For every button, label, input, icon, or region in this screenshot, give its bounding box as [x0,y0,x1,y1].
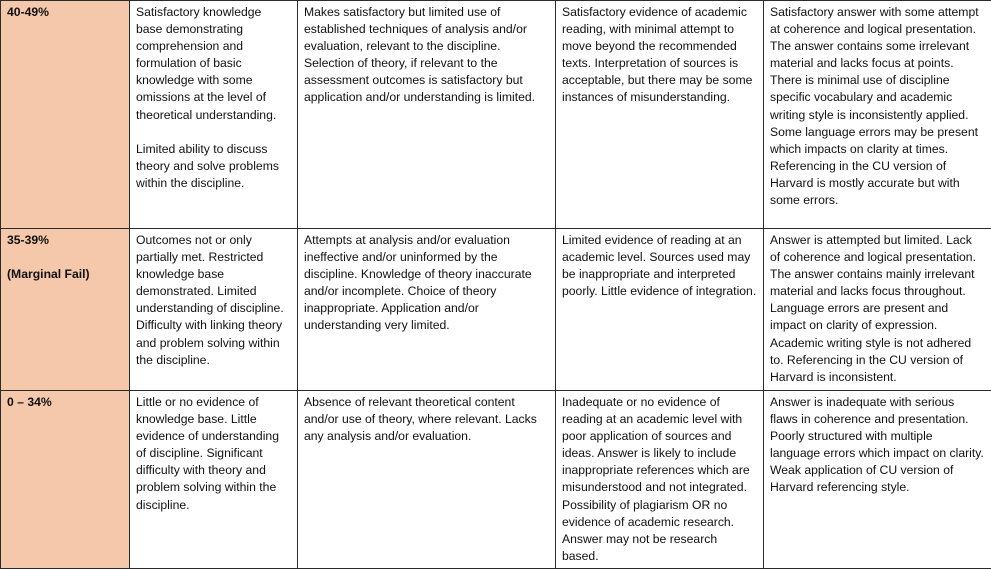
presentation-text: Answer is inadequate with serious flaws in coherence and presentation. Poorly structured with multiple language errors which impact on clarity. Weak application of CU version of Harvard referencing style. [770,395,984,495]
grade-band-cell [1,1,130,229]
analysis-cell [298,391,556,569]
knowledge-cell [130,391,298,569]
presentation-text: Satisfactory answer with some attempt at coherence and logical presentation. The answer contains some irrelevant material and lacks focus at points. There is minimal use of discipline specific vocabulary and academic writing style is inconsistently applied. Some language errors may be present which impacts on clarity at times. Referencing in the CU version of Harvard is mostly accurate but with some errors. [770,5,979,208]
grade-band-label: 0 – 34% [7,395,52,409]
analysis-cell [298,229,556,391]
knowledge-text: Outcomes not or only partially met. Restricted knowledge base demonstrated. Limited understanding of discipline. Difficulty with linking theory and problem solving within the discipline. [136,233,284,367]
presentation-cell [764,229,991,391]
analysis-text: Absence of relevant theoretical content and/or use of theory, where relevant. Lacks any analysis and/or evaluation. [304,395,537,444]
reading-cell [556,1,764,229]
grade-band-cell [1,391,130,569]
grade-band-label: 40-49% [7,5,50,19]
presentation-text: Answer is attempted but limited. Lack of coherence and logical presentation. The answer contains mainly irrelevant material and lacks focus throughout. Language errors are present and impact on clarity of expression. Academic writing style is not adhered to. Referencing in the CU version of Harvard is inconsistent. [770,233,976,384]
presentation-cell [764,1,991,229]
reading-text: Satisfactory evidence of academic reading, with minimal attempt to move beyond the recommended texts. Interpretation of sources is acceptable, but there may be some instances of misunderstanding. [562,5,753,105]
grade-band-label: 35-39% [7,233,50,247]
knowledge-text: Little or no evidence of knowledge base. Little evidence of understanding of discipline. Significant difficulty with theory and problem solving within the discipline. [136,395,279,512]
analysis-cell [298,1,556,229]
analysis-text: Attempts at analysis and/or evaluation ineffective and/or uninformed by the discipline. Knowledge of theory inaccurate and/or incomplete. Choice of theory inappropriate. Application and/or understanding very limited. [304,233,532,333]
table-row [1,391,991,569]
table-row [1,229,991,391]
knowledge-cell [130,229,298,391]
reading-text: Limited evidence of reading at an academic level. Sources used may be inappropriate and interpreted poorly. Little evidence of integration. [562,233,757,299]
reading-cell [556,229,764,391]
presentation-cell [764,391,991,569]
reading-cell [556,391,764,569]
table-row [1,1,991,229]
grade-band-note: (Marginal Fail) [7,267,90,282]
grade-band-cell [1,229,130,391]
knowledge-extra-text: Limited ability to discuss theory and solve problems within the discipline. [136,141,279,190]
analysis-text: Makes satisfactory but limited use of established techniques of analysis and/or evaluation, relevant to the discipline. Selection of theory, if relevant to the assessment outcomes is satisfactory but application and/or understanding is limited. [304,5,536,105]
reading-text: Inadequate or no evidence of reading at an academic level with poor application of sources and ideas. Answer is likely to include inappropriate references which are misunderstood and not integrated. Possibility of plagiarism OR no evidence of academic research. Answer may not be research based. [562,395,750,563]
knowledge-text: Satisfactory knowledge base demonstrating comprehension and formulation of basic knowledge with some omissions at the level of theoretical understanding. [136,5,277,122]
knowledge-cell [130,1,298,229]
